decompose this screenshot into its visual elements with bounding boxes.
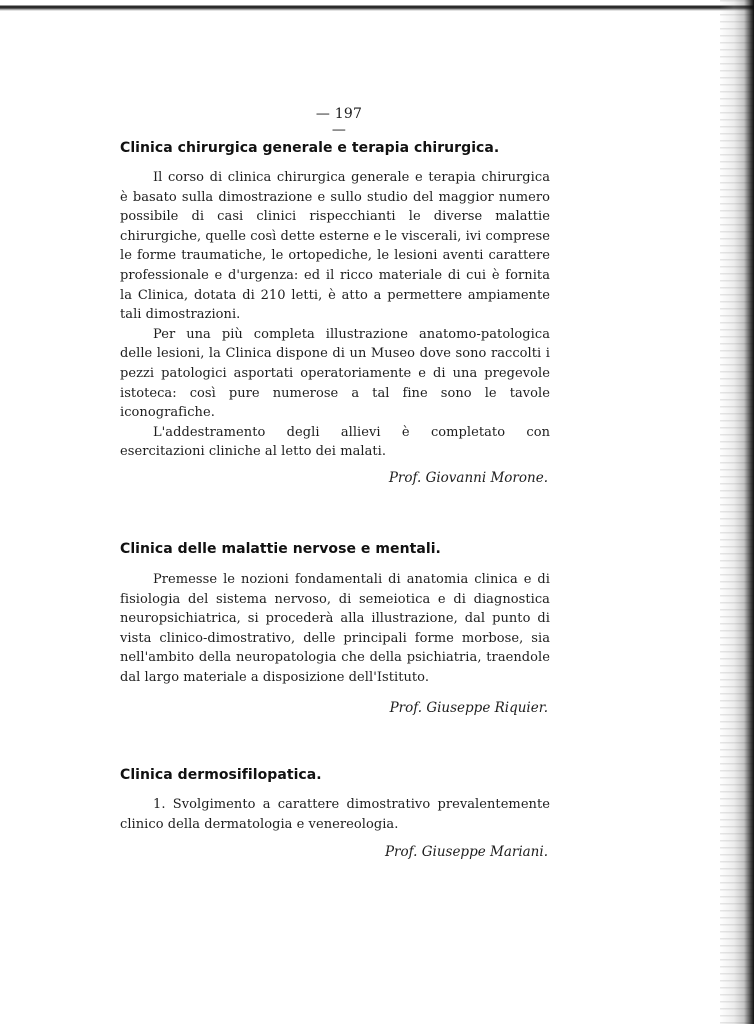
section-body	[120, 795, 550, 834]
page-binding-edge	[720, 0, 754, 1024]
paragraph: Premesse le nozioni fondamentali di anatomia clinica e di fisiologia del sistema nervoso, di semeiotica e di diagnostica neuropsichiatrica, si procederà alla illustrazione, dal punto di vista clinico-dimostrativo, delle principali forme morbose, sia nell'ambito della neuropatologia che della psichiatria, traendole dal largo materiale a disposizione dell'Istituto.	[120, 572, 550, 685]
professor-signature: Prof. Giuseppe Mariani.	[384, 844, 548, 861]
section-title: Clinica delle malattie nervose e mentali.	[120, 541, 441, 557]
paragraph: Il corso di clinica chirurgica generale e terapia chirurgica è basato sulla dimostrazione e sullo studio del maggior numero possibile di casi clinici rispecchianti le diverse malattie chirurgiche, quelle così dette esterne e le viscerali, ivi comprese le forme traumatiche, le ortopediche, le lesioni aventi carattere professionale e d'urgenza: ed il ricco materiale di cui è fornita la Clinica, dotata di 210 letti, è atto a permettere ampiamente tali dimostrazioni.	[120, 170, 550, 323]
section-body	[120, 570, 550, 688]
section-title: Clinica dermosifilopatica.	[120, 767, 322, 783]
professor-signature: Prof. Giovanni Morone.	[388, 469, 548, 486]
page-top-edge	[0, 0, 754, 12]
section-title: Clinica chirurgica generale e terapia chirurgica.	[120, 140, 500, 156]
section-body	[120, 168, 550, 462]
paragraph: 1. Svolgimento a carattere dimostrativo prevalentemente clinico della dermatologia e venereologia.	[120, 797, 550, 832]
section-clinica-chirurgica	[120, 139, 550, 487]
professor-signature: Prof. Giuseppe Riquier.	[389, 699, 548, 716]
paragraph: Per una più completa illustrazione anatomo-patologica delle lesioni, la Clinica dispone di un Museo dove sono raccolti i pezzi patologici asportati operatoriamente e di una pregevole istoteca: così pure numerose a tal fine sono le tavole iconografiche.	[120, 326, 550, 421]
section-clinica-dermosifilopatica	[120, 766, 550, 861]
page-number: — 197 —	[315, 106, 363, 138]
paragraph: L'addestramento degli allievi è completato con esercitazioni cliniche al letto dei malati.	[120, 424, 550, 460]
section-clinica-malattie-nervose	[120, 540, 550, 717]
